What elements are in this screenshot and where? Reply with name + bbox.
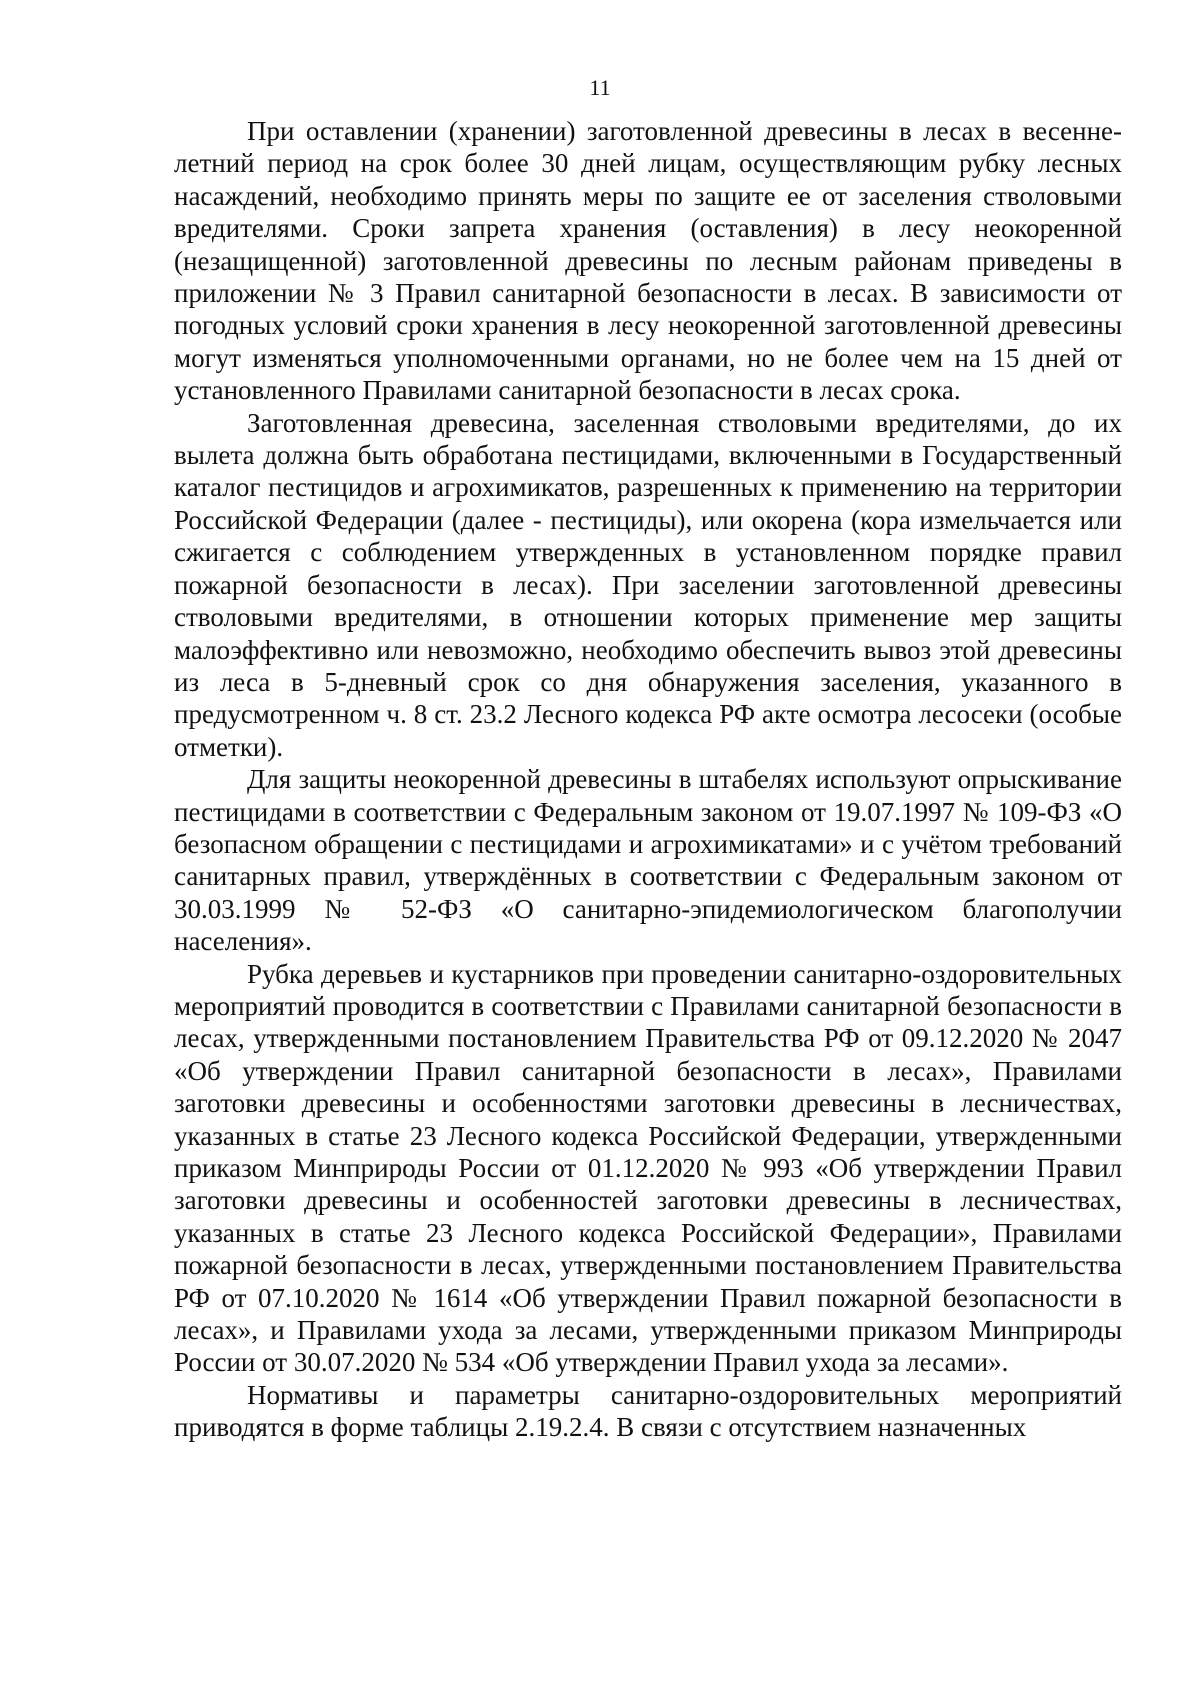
paragraph-timber-storage: При оставлении (хранении) заготовленной древесины в лесах в весенне-летний период на срок более 30 дней лицам, осуществляющим рубку лесных насаждений, необходимо принять меры по защите ее от заселения стволовыми вредителями. Сроки запрета хранения (оставления) в лесу неокоренной (незащищенной) заготовленной древесины по лесным районам приведены в приложении № 3 Правил санитарной безопасности в лесах. В зависимости от погодных условий сроки хранения в лесу неокоренной заготовленной древесины могут изменяться уполномоченными органами, но не более чем на 15 дней от установленного Правилами санитарной безопасности в лесах срока.: [174, 116, 1122, 406]
page-number: 11: [589, 75, 611, 100]
paragraph-sanitary-felling: Рубка деревьев и кустарников при проведении санитарно-оздоровительных мероприятий проводится в соответствии с Правилами санитарной безопасности в лесах, утвержденными постановлением Правительства РФ от 09.12.2020 № 2047 «Об утверждении Правил санитарной безопасности в лесах», Правилами заготовки древесины и особенностями заготовки древесины в лесничествах, указанных в статье 23 Лесного кодекса Российской Федерации, утвержденными приказом Минприроды России от 01.12.2020 № 993 «Об утверждении Правил заготовки древесины и особенностей заготовки древесины в лесничествах, указанных в статье 23 Лесного кодекса Российской Федерации», Правилами пожарной безопасности в лесах, утвержденными постановлением Правительства РФ от 07.10.2020 № 1614 «Об утверждении Правил пожарной безопасности в лесах», и Правилами ухода за лесами, утвержденными приказом Минприроды России от 30.07.2020 № 534 «Об утверждении Правил ухода за лесами».: [174, 958, 1122, 1378]
paragraph-pesticide-spraying: Для защиты неокоренной древесины в штабелях используют опрыскивание пестицидами в соответствии с Федеральным законом от 19.07.1997 № 109-ФЗ «О безопасном обращении с пестицидами и агрохимикатами» и с учётом требований санитарных правил, утверждённых в соответствии с Федеральным законом от 30.03.1999 № 52-ФЗ «О санитарно-эпидемиологическом благополучии населения».: [174, 764, 1122, 957]
paragraph-infested-timber: Заготовленная древесина, заселенная стволовыми вредителями, до их вылета должна быть обработана пестицидами, включенными в Государственный каталог пестицидов и агрохимикатов, разрешенных к применению на территории Российской Федерации (далее - пестициды), или окорена (кора измельчается или сжигается с соблюдением утвержденных в установленном порядке правил пожарной безопасности в лесах). При заселении заготовленной древесины стволовыми вредителями, в отношении которых применение мер защиты малоэффективно или невозможно, необходимо обеспечить вывоз этой древесины из леса в 5-дневный срок со дня обнаружения заселения, указанного в предусмотренном ч. 8 ст. 23.2 Лесного кодекса РФ акте осмотра лесосеки (особые отметки).: [174, 407, 1122, 762]
paragraph-normatives: Нормативы и параметры санитарно-оздоровительных мероприятий приводятся в форме таблицы 2.19.2.4. В связи с отсутствием назначенных: [174, 1379, 1122, 1443]
document-body: [174, 115, 1122, 1444]
